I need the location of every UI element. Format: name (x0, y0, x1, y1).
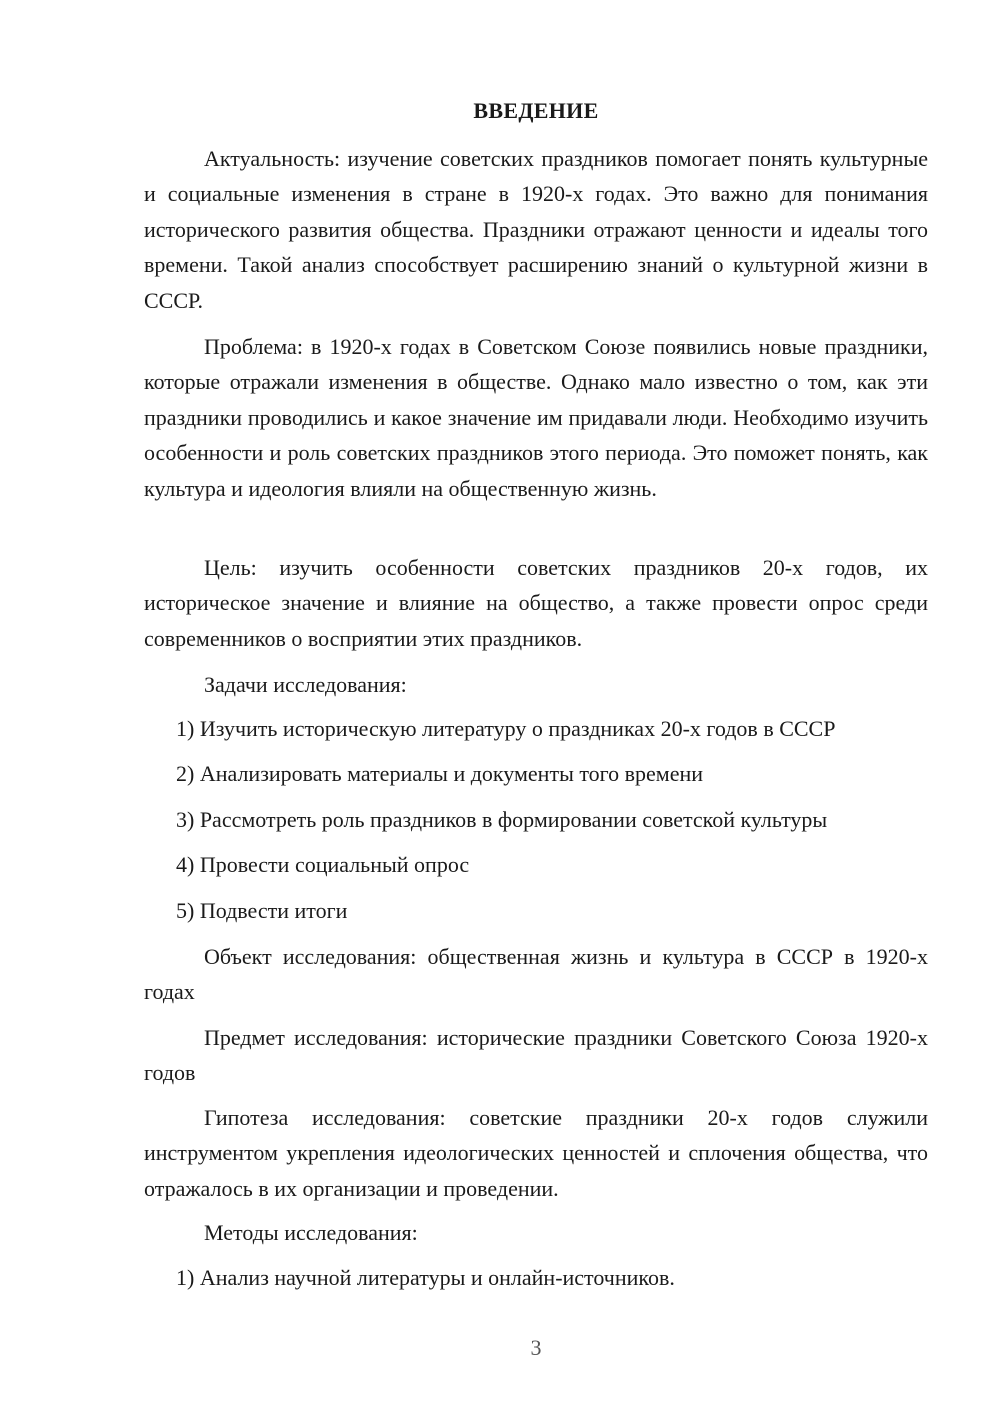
methods-title: Методы исследования: (204, 1220, 418, 1245)
problem-paragraph: Проблема: в 1920-х годах в Советском Союзе появились новые праздники, которые отражали изменения в обществе. Однако мало известно о том, как эти праздники проводились и какое значение им придавали люди. Необходимо изучить особенности и роль советских праздников этого периода. Это поможет понять, как культура и идеология влияли на общественную жизнь. (144, 334, 928, 501)
task-item: 3) Рассмотреть роль праздников в формировании советской культуры (176, 807, 828, 832)
object-paragraph: Объект исследования: общественная жизнь и культура в СССР в 1920-х годах (144, 944, 928, 1005)
method-item: 1) Анализ научной литературы и онлайн-источников. (176, 1265, 675, 1290)
hypothesis-paragraph: Гипотеза исследования: советские праздники 20-х годов служили инструментом укрепления идеологических ценностей и сплочения общества, что отражалось в их организации и проведении. (144, 1105, 928, 1201)
page-number: 3 (530, 1335, 542, 1360)
relevance-paragraph: Актуальность: изучение советских праздников помогает понять культурные и социальные изменения в стране в 1920-х годах. Это важно для понимания исторического развития общества. Праздники отражают ценности и идеалы того времени. Такой анализ способствует расширению знаний о культурной жизни в СССР. (144, 146, 928, 313)
task-item: 4) Провести социальный опрос (176, 852, 470, 877)
task-item: 2) Анализировать материалы и документы того времени (176, 761, 704, 786)
task-item: 1) Изучить историческую литературу о праздниках 20-х годов в СССР (176, 716, 836, 741)
page-title: ВВЕДЕНИЕ (473, 98, 599, 123)
subject-paragraph: Предмет исследования: исторические праздники Советского Союза 1920-х годов (144, 1025, 928, 1086)
goal-paragraph: Цель: изучить особенности советских праздников 20-х годов, их историческое значение и влияние на общество, а также провести опрос среди современников о восприятии этих праздников. (144, 555, 928, 651)
task-item: 5) Подвести итоги (176, 898, 348, 923)
tasks-title: Задачи исследования: (204, 672, 407, 697)
